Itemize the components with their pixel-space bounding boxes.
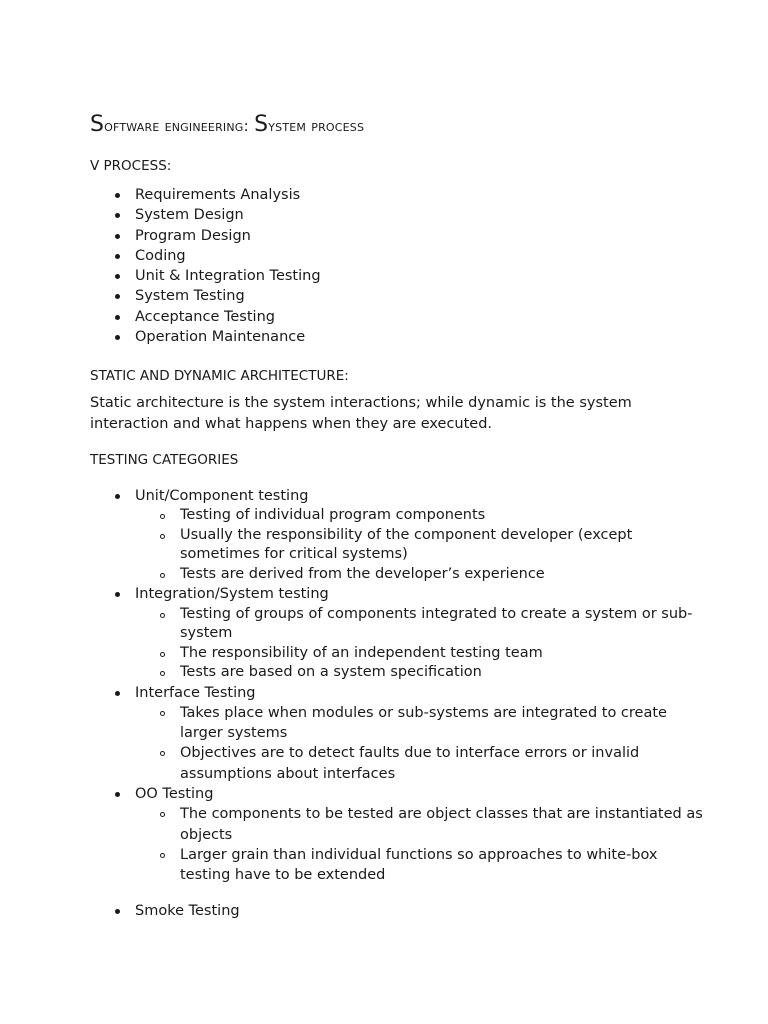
list-item: Coding: [90, 246, 710, 266]
sub-list-item: Usually the responsibility of the component developer (except sometimes for critical systems): [135, 526, 710, 565]
testing-categories-list: [90, 486, 710, 886]
sub-list-item: Tests are derived from the developer’s experience: [135, 565, 710, 585]
sub-list-item: The responsibility of an independent testing team: [135, 644, 710, 664]
sub-list: [135, 703, 710, 784]
title-text: ystem process: [268, 117, 365, 135]
list-item: Program Design: [90, 226, 710, 246]
category-item: [90, 784, 710, 885]
sub-list: [135, 804, 710, 885]
category-label: Unit/Component testing: [135, 488, 309, 504]
sub-list: [135, 605, 710, 683]
architecture-paragraph: Static architecture is the system interactions; while dynamic is the system interaction and what happens when they are executed.: [90, 395, 632, 432]
document-title: [90, 112, 364, 137]
category-item: [90, 486, 710, 584]
category-label: Interface Testing: [135, 684, 256, 701]
category-label: OO Testing: [135, 786, 214, 803]
category-label: Integration/System testing: [135, 586, 329, 603]
list-item: Operation Maintenance: [90, 327, 710, 347]
list-item: System Testing: [90, 286, 710, 306]
list-item: Unit & Integration Testing: [90, 266, 710, 286]
v-process-list: [90, 185, 710, 347]
sub-list-item: The components to be tested are object classes that are instantiated as objects: [135, 804, 710, 845]
sub-list-item: Testing of individual program components: [135, 506, 710, 526]
smoke-testing-list: [90, 901, 710, 921]
list-item: System Design: [90, 205, 710, 225]
title-initial: S: [254, 112, 269, 137]
sub-list: [135, 506, 710, 584]
architecture-heading: STATIC AND DYNAMIC ARCHITECTURE:: [90, 368, 349, 384]
sub-list-item: Testing of groups of components integrated to create a system or sub-system: [135, 605, 710, 644]
sub-list-item: Objectives are to detect faults due to interface errors or invalid assumptions about interfaces: [135, 743, 710, 784]
title-text: oftware engineering:: [104, 117, 255, 135]
testing-heading: TESTING CATEGORIES: [90, 452, 239, 468]
sub-list-item: Takes place when modules or sub-systems are integrated to create larger systems: [135, 703, 710, 744]
category-item: [90, 584, 710, 682]
sub-list-item: Tests are based on a system specification: [135, 663, 710, 683]
list-item: Requirements Analysis: [90, 185, 710, 205]
list-item: Acceptance Testing: [90, 307, 710, 327]
category-item: [90, 683, 710, 784]
title-initial: S: [90, 112, 105, 137]
sub-list-item: Larger grain than individual functions so approaches to white-box testing have to be extended: [135, 845, 710, 886]
category-item: Smoke Testing: [90, 901, 710, 921]
v-process-heading: V PROCESS:: [90, 158, 172, 174]
